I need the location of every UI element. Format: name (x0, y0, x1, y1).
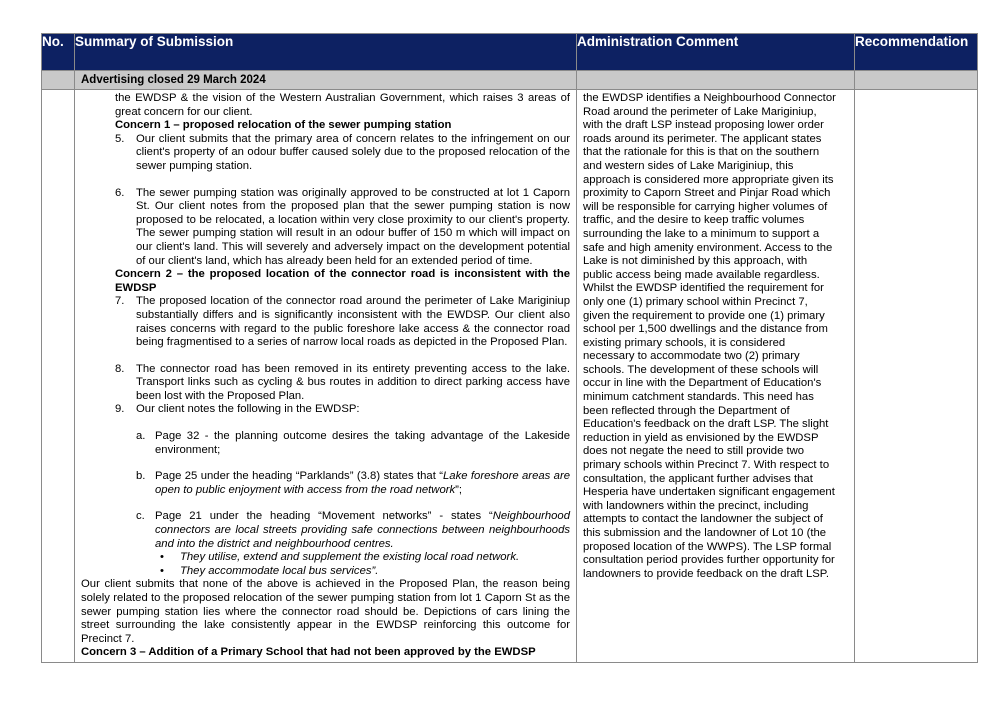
recommendation-cell (855, 90, 978, 663)
no-cell (42, 90, 75, 663)
sub-item-b-text (155, 470, 570, 497)
admin-comment-line: and western sides of Lake Mariginiup, this (583, 159, 794, 172)
admin-comment-line: landowners to provide feedback on the draft LSP. (583, 567, 829, 580)
admin-comment-line: existing primary schools, it is considered (583, 336, 786, 349)
advertising-rec-cell (855, 71, 978, 90)
table-header-row (42, 34, 978, 71)
admin-comment-line: safe and high amenity environment. Access to the (583, 241, 833, 254)
item-7-number: 7. (115, 295, 125, 308)
admin-comment-line: does not negate the need to still provide two (583, 445, 805, 458)
admin-comment-line: Lake is not diminished by this approach, with (583, 255, 808, 268)
advertising-label: Advertising closed 29 March 2024 (75, 71, 577, 90)
item-6 (115, 187, 570, 269)
admin-comment-line: Whilst the EWDSP identified the requirement for (583, 282, 824, 295)
bullet-2-marker: • (160, 564, 164, 577)
item-5-number: 5. (115, 132, 125, 145)
admin-comment-line: surrounding the lake to a minimum to support a (583, 227, 820, 240)
item-8-text: The connector road has been removed in its entirety preventing access to the lake. Transport links such as cycling & bus routes in addition to direct parking access have been lost with the Proposed Plan. (136, 362, 570, 402)
admin-comment-line: Hesperia have undertaken significant engagement (583, 486, 835, 499)
table-row (42, 90, 978, 663)
sub-item-a (136, 430, 570, 457)
sub-item-b (136, 470, 570, 497)
advertising-no-cell (42, 71, 75, 90)
bullet-2 (160, 565, 570, 579)
admin-comment-cell (577, 90, 855, 663)
header-no: No. (42, 34, 75, 71)
sub-item-b-post: ”; (455, 483, 463, 496)
admin-comment-line: minimum catchment standards. This need has (583, 391, 814, 404)
admin-comment-line: the EWDSP identifies a Neighbourhood Connector (583, 92, 836, 104)
admin-comment-line: primary schools within Precinct 7. With respect to (583, 459, 830, 472)
header-recommendation: Recommendation (855, 34, 978, 71)
concern-2-heading: Concern 2 – the proposed location of the connector road is inconsistent with the EWDSP (115, 268, 570, 294)
admin-comment-line: Road around the perimeter of Lake Mariginiup, (583, 105, 817, 118)
admin-comment-line: given the requirement to provide one (1) primary (583, 309, 825, 322)
admin-comment-line: occur in line with the Department of Education's (583, 377, 822, 390)
admin-comment-line: roads around its perimeter. The applicant states (583, 132, 822, 145)
admin-comment-line: with landowners within the precinct, including (583, 499, 809, 512)
admin-comment-line: with the draft LSP instead proposing lower order (583, 119, 824, 132)
item-6-text: The sewer pumping station was originally approved to be constructed at lot 1 Caporn St. Our client notes from the proposed plan that the sewer pumping station is now proposed to be relocated, a location within very close proximity to our client's property. The sewer pumping station will result in an odour buffer of 150 m which will impact on our client's land. This will severely and adversely impact on the development potential of our client's land, which has already been held for an extended period of time. (136, 186, 570, 267)
admin-comment-line: schools. The development of these schools will (583, 363, 819, 376)
admin-comment-line: only one (1) primary school within Precinct 7, (583, 295, 808, 308)
admin-comment-line: approach is considered more appropriate given its (583, 173, 834, 186)
sub-item-c (136, 510, 570, 551)
item-8-number: 8. (115, 362, 125, 375)
concern-3-heading: Concern 3 – Addition of a Primary School that had not been approved by the EWDSP (81, 646, 536, 659)
bullet-1-text: They utilise, extend and supplement the existing local road network. (180, 551, 520, 564)
admin-comment-line: traffic, and the desire to keep traffic volumes (583, 214, 805, 227)
advertising-row (42, 71, 978, 90)
bullet-1 (160, 551, 570, 565)
sub-item-b-pre: Page 25 under the heading “Parklands” (3.8) states that “ (155, 470, 444, 483)
sub-item-c-text (155, 510, 570, 551)
sub-item-b-quote: Lake foreshore areas are open to public enjoyment with access from the road network (155, 470, 570, 496)
summary-conclusion: Our client submits that none of the above is achieved in the Proposed Plan, the reason being solely related to the proposed relocation of the sewer pumping station from lot 1 Caporn St as the sewer pumping station lies where the connector road should be. Depictions of cars lining the street surrounding the lake consistently appear in the EWDSP reinforcing this outcome for Precinct 7. (81, 578, 570, 645)
admin-comment-line: consultation period provides further opportunity for (583, 554, 835, 567)
item-7 (115, 295, 570, 349)
admin-comment-line: proposed location of the WWPS). The LSP formal (583, 540, 832, 553)
summary-intro: the EWDSP & the vision of the Western Australian Government, which raises 3 areas of great concern for our client. (115, 92, 570, 118)
sub-item-c-letter: c. (136, 510, 145, 523)
admin-comment-line: will be responsible for carrying higher volumes of (583, 200, 828, 213)
item-9-number: 9. (115, 403, 125, 416)
item-5-text: Our client submits that the primary area of concern relates to the infringement on our client's property of an odour buffer caused solely due to the proposed relocation of the sewer pumping station. (136, 132, 570, 172)
admin-comment-line: consultation, the applicant further advises that (583, 472, 813, 485)
admin-comment-line: school per 1,500 dwellings and the distance from (583, 323, 828, 336)
admin-comment-line: been reflected through the Department of (583, 404, 790, 417)
sub-item-c-quote: Neighbourhood connectors are local streets providing safe connections between neighbourhoods and into the district and neighbourhood centres. (155, 510, 570, 550)
bullet-1-marker: • (160, 551, 164, 564)
admin-comment-line: proximity to Caporn Street and Pinjar Road which (583, 187, 831, 200)
item-7-text: The proposed location of the connector road around the perimeter of Lake Mariginiup substantially differs and is significantly inconsistent with the EWDSP. Our client also raises concerns with regard to the public foreshore lake access & the connector road being fragmentised to a series of narrow local roads as depicted in the Proposed Plan. (136, 295, 570, 349)
sub-item-a-text: Page 32 - the planning outcome desires the taking advantage of the Lakeside environment; (155, 430, 570, 456)
summary-cell (75, 90, 577, 663)
header-admin-comment: Administration Comment (577, 34, 855, 71)
bullet-2-text: They accommodate local bus services”. (180, 564, 379, 577)
item-5 (115, 133, 570, 174)
admin-comment-line: Education's feedback on the draft LSP. The slight (583, 418, 829, 431)
admin-comment-line: that the rationale for this is that on the southern (583, 146, 820, 159)
concern-1-heading: Concern 1 – proposed relocation of the sewer pumping station (115, 119, 452, 132)
item-9-text: Our client notes the following in the EWDSP: (136, 403, 360, 416)
sub-item-a-letter: a. (136, 430, 146, 443)
header-summary: Summary of Submission (75, 34, 577, 71)
item-8 (115, 363, 570, 404)
advertising-admin-cell (577, 71, 855, 90)
item-9 (115, 403, 570, 417)
sub-item-b-letter: b. (136, 470, 146, 483)
item-6-number: 6. (115, 186, 125, 199)
sub-item-c-pre: Page 21 under the heading “Movement networks” - states “ (155, 510, 493, 523)
admin-comment-line: this submission and the landowner of Lot 10 (the (583, 527, 827, 539)
submissions-table (41, 33, 978, 663)
admin-comment-line: reduction in yield as envisioned by the EWDSP (583, 431, 819, 444)
admin-comment-line: necessary to accommodate two (2) primary (583, 350, 800, 363)
admin-comment-line: attempts to contact the landowner the subject of (583, 513, 823, 526)
admin-comment-text (583, 92, 848, 581)
admin-comment-line: public access being made available regardless. (583, 268, 820, 281)
